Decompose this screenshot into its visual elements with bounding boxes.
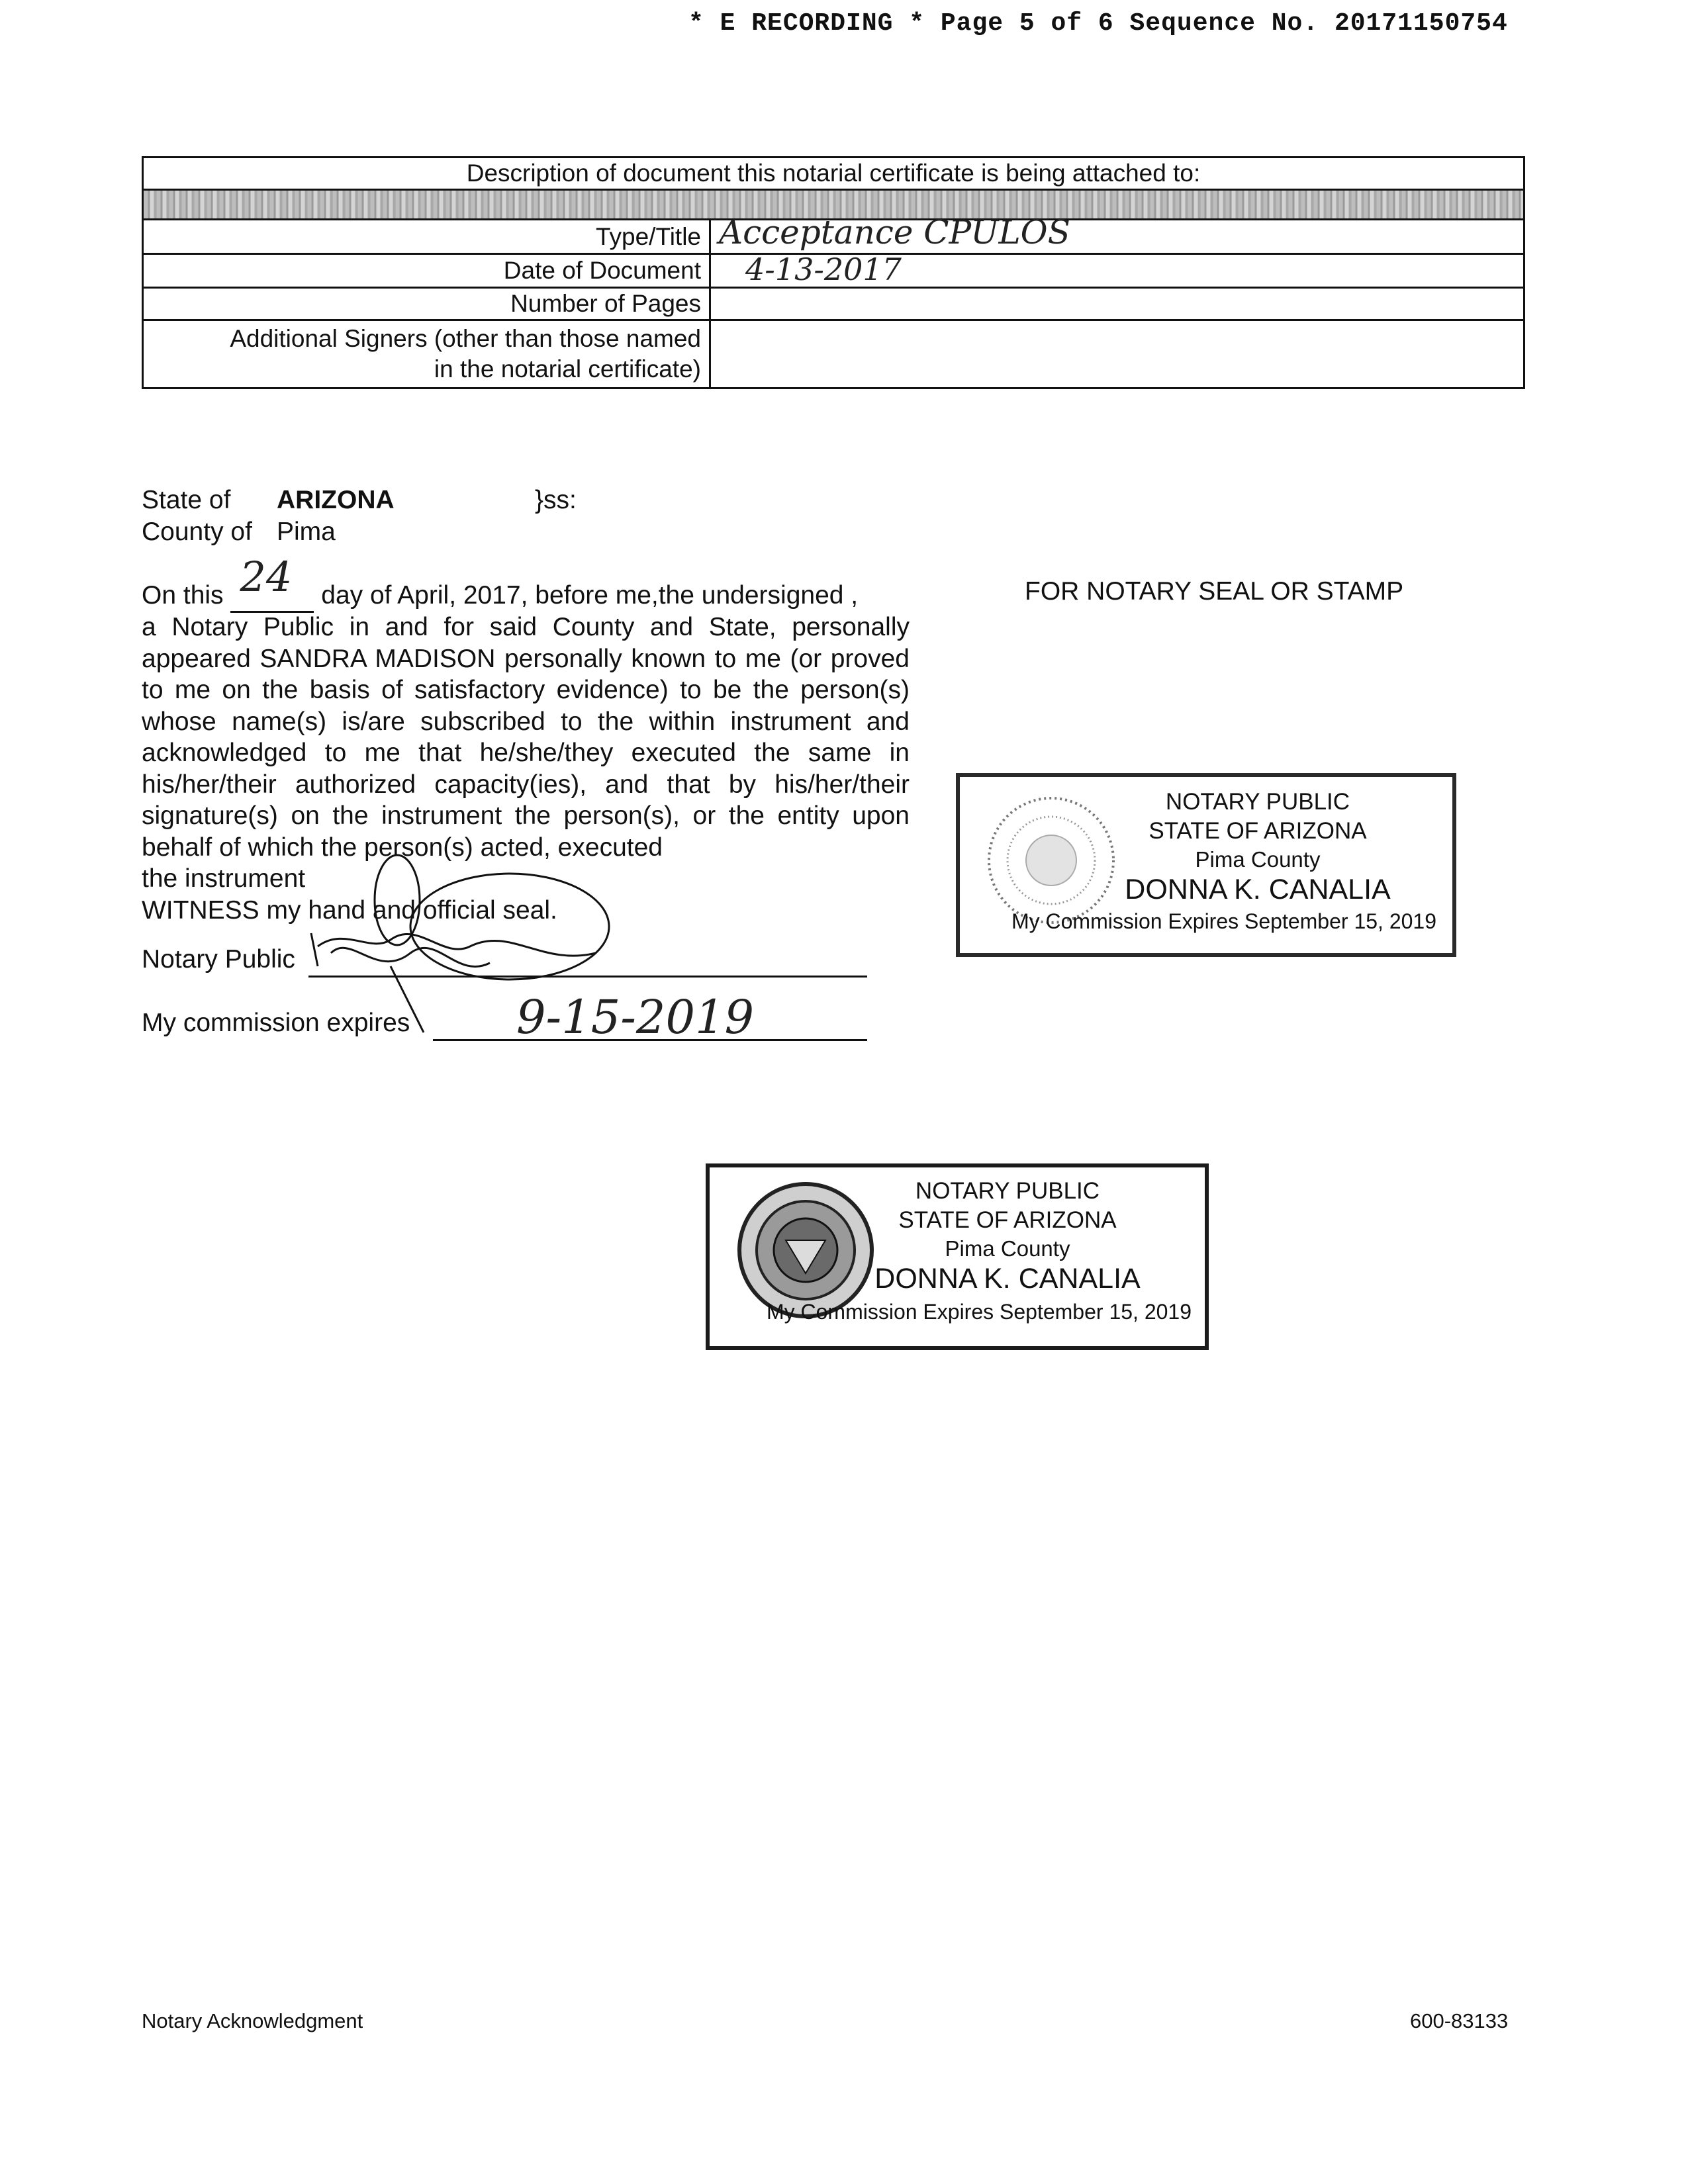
stamp-expires: My Commission Expires September 15, 2019 xyxy=(766,1300,1192,1324)
footer-right: 600-83133 xyxy=(1410,2009,1509,2032)
ack-first-line xyxy=(142,553,910,613)
stamp-line2: STATE OF ARIZONA xyxy=(1149,818,1367,844)
state-label: State of xyxy=(142,486,231,514)
additional-signers-value xyxy=(710,320,1524,388)
stamp-line1: NOTARY PUBLIC xyxy=(1165,789,1350,815)
ack-day-handwriting: 24 xyxy=(240,553,293,601)
ss-mark: }ss: xyxy=(535,486,577,514)
stamp-name: DONNA K. CANALIA xyxy=(874,1263,1141,1295)
type-title-value xyxy=(710,213,1524,254)
recording-header: * E RECORDING * Page 5 of 6 Sequence No. 20171150754 xyxy=(688,9,1508,38)
document-date-value xyxy=(710,251,1524,288)
footer-left: Notary Acknowledgment xyxy=(142,2009,363,2032)
ack-day-blank xyxy=(230,553,314,613)
county-value: Pima xyxy=(277,518,336,546)
notary-public-label: Notary Public xyxy=(142,945,295,974)
stamp-line2: STATE OF ARIZONA xyxy=(898,1207,1117,1233)
additional-signers-label-line1: Additional Signers (other than those named xyxy=(230,325,701,352)
notary-stamp-faint xyxy=(956,773,1456,957)
state-value: ARIZONA xyxy=(277,486,395,514)
number-of-pages-value xyxy=(710,288,1524,320)
additional-signers-label-line2: in the notarial certificate) xyxy=(434,355,701,383)
stamp-line1: NOTARY PUBLIC xyxy=(915,1178,1100,1204)
stamp-line3: Pima County xyxy=(945,1236,1070,1261)
document-description-table xyxy=(142,156,1525,389)
table-row xyxy=(143,220,1524,254)
witness-line: WITNESS my hand and official seal. xyxy=(142,896,557,925)
seal-area-label: FOR NOTARY SEAL OR STAMP xyxy=(1025,577,1404,606)
number-of-pages-label: Number of Pages xyxy=(143,288,710,320)
commission-label: My commission expires xyxy=(142,1009,410,1037)
table-row xyxy=(143,254,1524,288)
ack-prefix: On this xyxy=(142,581,224,610)
stamp-line3: Pima County xyxy=(1195,847,1321,872)
ack-last-line: the instrument xyxy=(142,864,306,893)
county-label: County of xyxy=(142,518,252,546)
ack-date-text: day of April, 2017, before me,the undersigned , xyxy=(321,581,859,610)
table-row xyxy=(143,288,1524,320)
stamp-name: DONNA K. CANALIA xyxy=(1125,874,1391,905)
type-title-handwriting: Acceptance CPULOS xyxy=(719,213,1070,251)
document-date-handwriting: 4-13-2017 xyxy=(745,251,902,287)
ack-body-text: a Notary Public in and for said County and State, personally appeared SANDRA MADISON personally known to me (or proved to me on the basis of satisfactory evidence) to be the person(s) whose name(s) is/are subscribed to the within instrument and acknowledged to me that he/she/they executed the same in his/her/their authorized capacity(ies), and that by his/her/their signature(s) on the instrument the person(s), or the entity upon behalf of which the person(s) acted, executed xyxy=(142,613,910,862)
notary-stamp xyxy=(706,1163,1209,1350)
table-row xyxy=(143,320,1524,388)
additional-signers-label xyxy=(143,320,710,388)
type-title-label: Type/Title xyxy=(143,220,710,254)
commission-date-handwriting: 9-15-2019 xyxy=(516,990,755,1044)
table-title: Description of document this notarial certificate is being attached to: xyxy=(143,158,1524,190)
stamp-expires: My Commission Expires September 15, 2019 xyxy=(1011,909,1436,933)
notary-signature-line xyxy=(308,976,867,978)
document-date-label: Date of Document xyxy=(143,254,710,288)
